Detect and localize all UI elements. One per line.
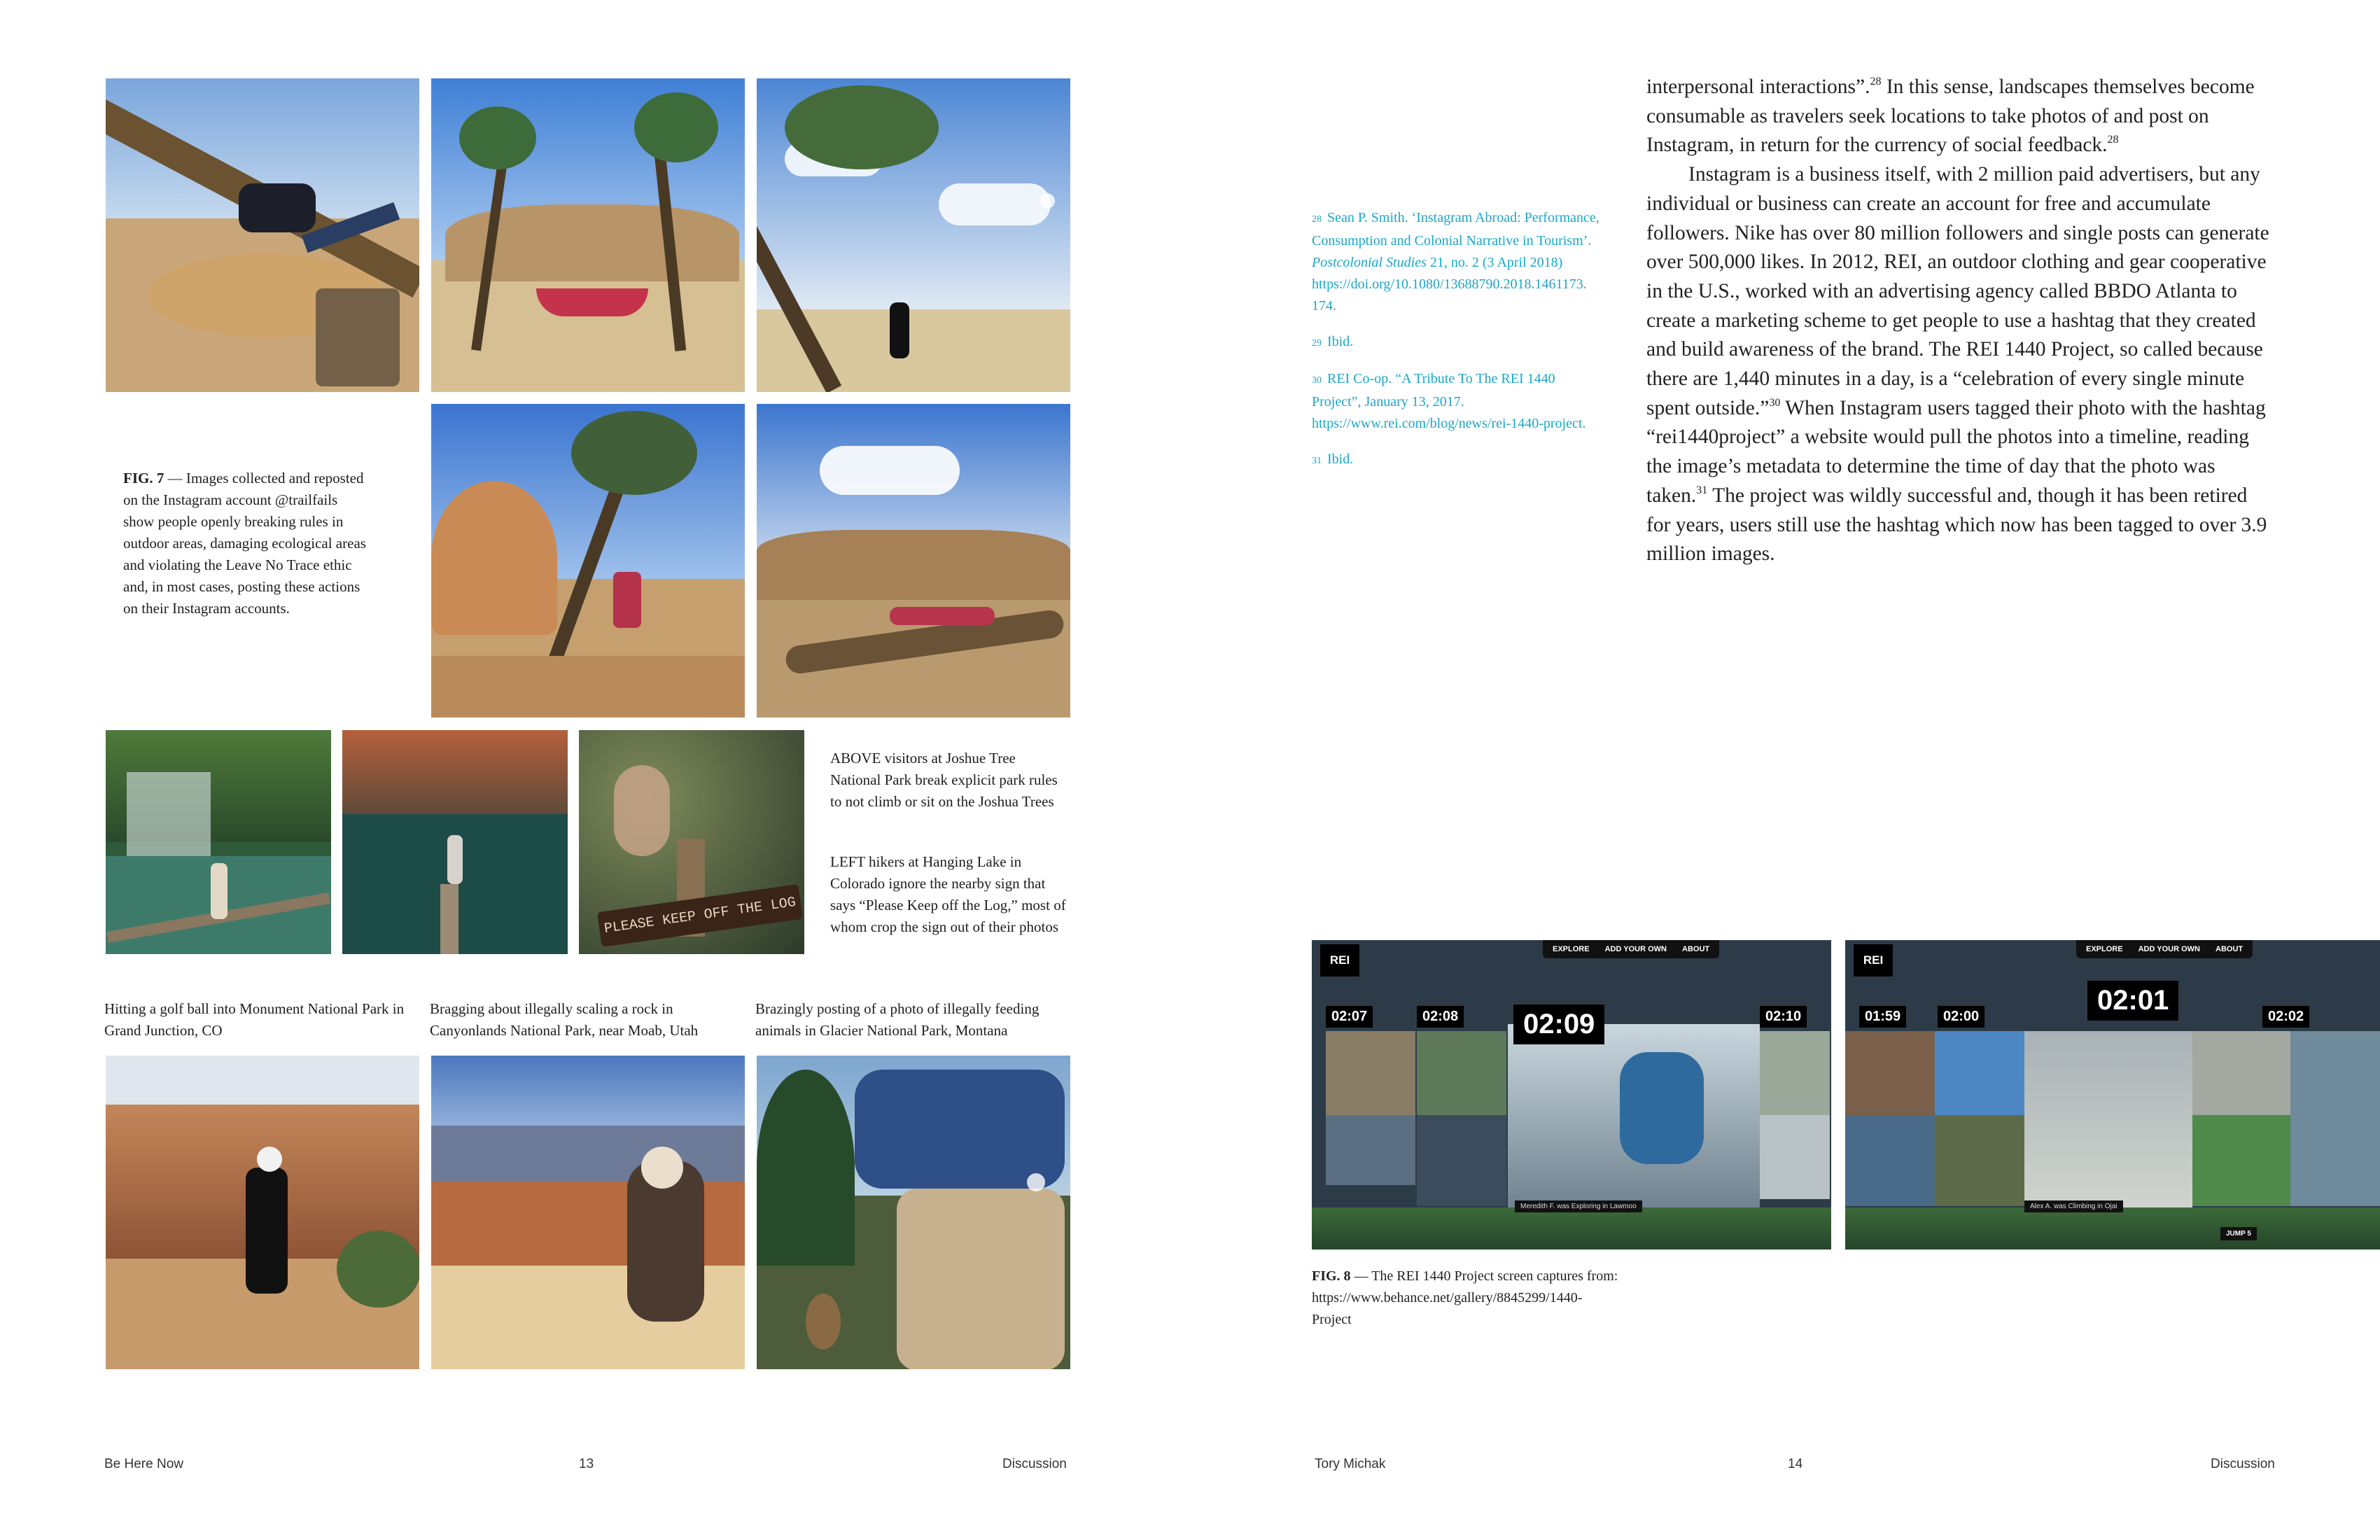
time-label: 02:08 xyxy=(1417,1006,1464,1028)
nav-explore[interactable]: EXPLORE xyxy=(1553,945,1590,953)
photo-hanging-lake-waterfall xyxy=(106,730,331,954)
paragraph-2 xyxy=(1646,160,2276,569)
footnote-30 xyxy=(1312,368,1606,435)
golf-caption: Hitting a golf ball into Monument National Park in Grand Junction, CO xyxy=(104,1000,405,1039)
footer-author: Tory Michak xyxy=(1315,1457,1386,1471)
time-label: 02:02 xyxy=(2262,1006,2309,1028)
photo-hammock-joshua-tree xyxy=(431,78,745,392)
footnotes xyxy=(1312,207,1606,486)
nav-about[interactable]: ABOUT xyxy=(2216,945,2244,953)
footnote-number: 30 xyxy=(1312,375,1322,386)
photo-golf-monument xyxy=(106,1056,419,1369)
footnote-text: Ibid. xyxy=(1327,451,1354,467)
fig7-caption xyxy=(123,468,368,620)
current-time: 02:01 xyxy=(2087,981,2178,1021)
footnote-number: 29 xyxy=(1312,338,1322,349)
paragraph-1 xyxy=(1646,73,2276,160)
footnote-text: Sean P. Smith. ‘Instagram Abroad: Performance, Consumption and Colonial Narrative in Tourism’. xyxy=(1312,210,1600,248)
rei-nav xyxy=(2076,940,2253,958)
photo-man-hanging-from-tree xyxy=(106,78,419,392)
footnote-31 xyxy=(1312,449,1606,472)
photo-credit: Meredith F. was Exploring in Lawmoo xyxy=(1515,1200,1642,1212)
time-label: 02:00 xyxy=(1938,1006,1984,1028)
jump-button[interactable]: JUMP 5 xyxy=(2220,1227,2257,1240)
photo-keep-off-log-sign xyxy=(579,730,804,954)
time-label: 01:59 xyxy=(1859,1006,1906,1028)
footnote-ref: 28 xyxy=(1870,76,1882,88)
current-time: 02:09 xyxy=(1513,1004,1604,1044)
text-run: When Instagram users tagged their photo with the hashtag “rei1440project” a website would pull the photos into a timeline, reading the image’s metadata to determine the time of day that the photo was taken. xyxy=(1646,396,2266,507)
footnote-number: 28 xyxy=(1312,214,1322,225)
footnote-ref: 30 xyxy=(1769,396,1781,409)
glacier-caption: Brazingly posting of a photo of illegally feeding animals in Glacier National Park, Montana xyxy=(755,1000,1040,1039)
fig8-label: FIG. 8 xyxy=(1312,1268,1351,1284)
footnote-ref: 28 xyxy=(2107,134,2119,146)
text-run: In this sense, landscapes themselves become consumable as travelers seek locations to take photos of and post on Instagram, in return for the currency of social feedback. xyxy=(1646,76,2255,157)
photo-credit: Alex A. was Climbing in Ojai xyxy=(2024,1200,2123,1212)
photo-woman-lying-on-tree xyxy=(757,404,1070,718)
photo-hiker-on-log xyxy=(342,730,568,954)
sign-text: PLEASE KEEP OFF THE LOG xyxy=(603,894,797,937)
text-run: The project was wildly successful and, though it has been retired for years, users still use the hashtag which now has been tagged to over 3.9 million images. xyxy=(1646,484,2267,566)
left-caption: LEFT hikers at Hanging Lake in Colorado ignore the nearby sign that says “Please Keep off the Log,” most of whom crop the sign out of their photos xyxy=(830,853,1066,935)
nav-about[interactable]: ABOUT xyxy=(1682,945,1710,953)
fig8-text: — The REI 1440 Project screen captures from: https://www.behance.net/gallery/8845299/1440-Project xyxy=(1312,1268,1618,1327)
nav-explore[interactable]: EXPLORE xyxy=(2086,945,2123,953)
footer-right-page-number: 14 xyxy=(1788,1457,1803,1471)
time-label: 02:10 xyxy=(1760,1006,1807,1028)
rei-nav xyxy=(1543,940,1719,958)
footnote-italic: Postcolonial Studies xyxy=(1312,255,1427,270)
canyonlands-caption: Bragging about illegally scaling a rock in Canyonlands National Park, near Moab, Utah xyxy=(430,1000,699,1039)
time-label: 02:07 xyxy=(1326,1006,1373,1028)
footer-left-section: Discussion xyxy=(1002,1457,1067,1471)
fig7-text: — Images collected and reposted on the Instagram account @trailfails show people openly breaking rules in outdoor areas, damaging ecological areas and violating the Leave No Trace ethic and, in most cases, posting these actions on their Instagram accounts. xyxy=(123,470,366,617)
photo-feeding-squirrel-glacier xyxy=(757,1056,1070,1369)
text-run: Instagram is a business itself, with 2 million paid advertisers, but any individual or business can create an account for free and accumulate followers. Nike has over 80 million followers and single posts can generate over 500,000 likes. In 2012, REI, an outdoor clothing and gear cooperative in the U.S., worked with an advertising agency called BBDO Atlanta to create a marketing scheme to get people to use a hashtag that they created and build awareness of the brand. The REI 1440 Project, so called because there are 1,440 minutes in a day, is a “celebration of every single minute spent outside.” xyxy=(1646,163,2269,419)
footnote-text: REI Co-op. “A Tribute To The REI 1440 Project”, January 13, 2017. https://www.rei.com/blog/news/rei-1440-project. xyxy=(1312,371,1586,431)
footnote-number: 31 xyxy=(1312,456,1322,466)
nav-add-your-own[interactable]: ADD YOUR OWN xyxy=(2138,945,2200,953)
footer-right-section: Discussion xyxy=(2211,1457,2275,1471)
fig8-caption xyxy=(1312,1266,1620,1331)
footer-left-page-number: 13 xyxy=(579,1457,594,1471)
footnote-text-rest: 21, no. 2 (3 April 2018) https://doi.org/10.1080/13688790.2018.1461173. 174. xyxy=(1312,255,1587,314)
footnote-29 xyxy=(1312,331,1606,354)
photo-woman-under-joshua-tree xyxy=(757,78,1070,392)
footnote-28 xyxy=(1312,207,1606,317)
rei-1440-screenshot-1 xyxy=(1312,940,1831,1250)
rei-logo: REI xyxy=(1320,944,1359,976)
rei-1440-screenshot-2 xyxy=(1845,940,2380,1250)
photo-man-sitting-joshua-tree xyxy=(431,404,745,718)
nav-add-your-own[interactable]: ADD YOUR OWN xyxy=(1604,945,1667,953)
footnote-text: Ibid. xyxy=(1327,334,1354,349)
footer-left-title: Be Here Now xyxy=(104,1457,183,1471)
rei-logo: REI xyxy=(1854,944,1893,976)
photo-canyonlands-rock xyxy=(431,1056,745,1369)
footnote-ref: 31 xyxy=(1696,484,1708,496)
above-caption: ABOVE visitors at Joshue Tree National Park break explicit park rules to not climb or sit on the Joshua Trees xyxy=(830,750,1058,810)
body-text xyxy=(1646,73,2276,569)
text-run: interpersonal interactions”. xyxy=(1646,76,1870,98)
fig7-label: FIG. 7 xyxy=(123,470,164,486)
